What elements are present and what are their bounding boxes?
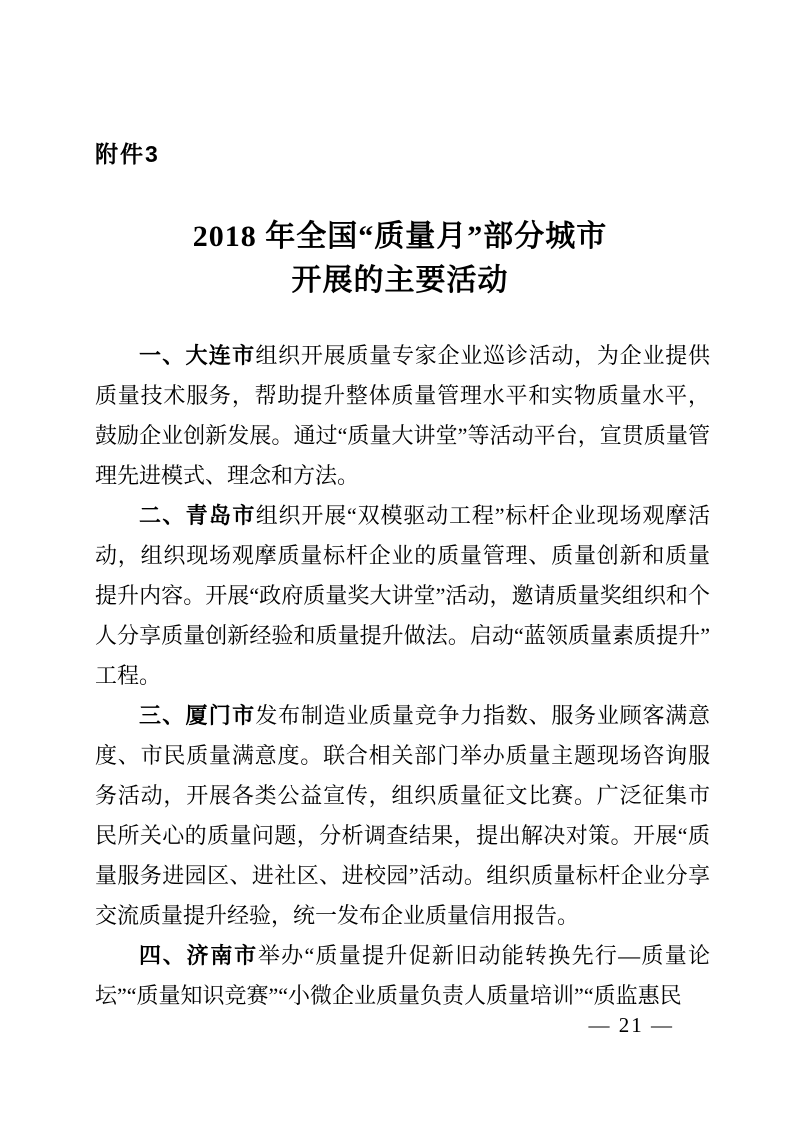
paragraph-jinan-text: 举办“质量提升促新旧动能转换先行—质量论坛”“质量知识竞赛”“小微企业质量负责人质量培训”“质监惠民	[95, 943, 710, 1008]
paragraph-dalian-text: 组织开展质量专家企业巡诊活动，为企业提供质量技术服务，帮助提升整体质量管理水平和实物质量水平，鼓励企业创新发展。通过“质量大讲堂”等活动平台，宣贯质量管理先进模式、理念和方法。	[95, 343, 710, 488]
document-title-line-1: 2018 年全国“质量月”部分城市	[192, 220, 608, 253]
paragraph-xiamen-lead: 三、厦门市	[139, 703, 256, 728]
document-title	[60, 215, 740, 303]
paragraph-jinan-lead: 四、济南市	[139, 943, 258, 968]
page-number: — 21 —	[588, 1013, 674, 1037]
paragraph-jinan	[95, 936, 710, 1016]
paragraph-qingdao-text: 组织开展“双模驱动工程”标杆企业现场观摩活动，组织现场观摩质量标杆企业的质量管理、质量创新和质量提升内容。开展“政府质量奖大讲堂”活动，邀请质量奖组织和个人分享质量创新经验和质量提升做法。启动“蓝领质量素质提升”工程。	[95, 503, 710, 688]
attachment-label: 附件3	[95, 141, 160, 167]
paragraph-dalian-lead: 一、大连市	[139, 343, 256, 368]
document-title-line-2: 开展的主要活动	[291, 264, 509, 297]
document-body	[95, 336, 710, 1016]
paragraph-dalian	[95, 336, 710, 496]
paragraph-xiamen	[95, 696, 710, 936]
paragraph-qingdao-lead: 二、青岛市	[139, 503, 256, 528]
paragraph-qingdao	[95, 496, 710, 696]
paragraph-xiamen-text: 发布制造业质量竞争力指数、服务业顾客满意度、市民质量满意度。联合相关部门举办质量主题现场咨询服务活动，开展各类公益宣传，组织质量征文比赛。广泛征集市民所关心的质量问题，分析调查结果，提出解决对策。开展“质量服务进园区、进社区、进校园”活动。组织质量标杆企业分享交流质量提升经验，统一发布企业质量信用报告。	[95, 703, 710, 928]
